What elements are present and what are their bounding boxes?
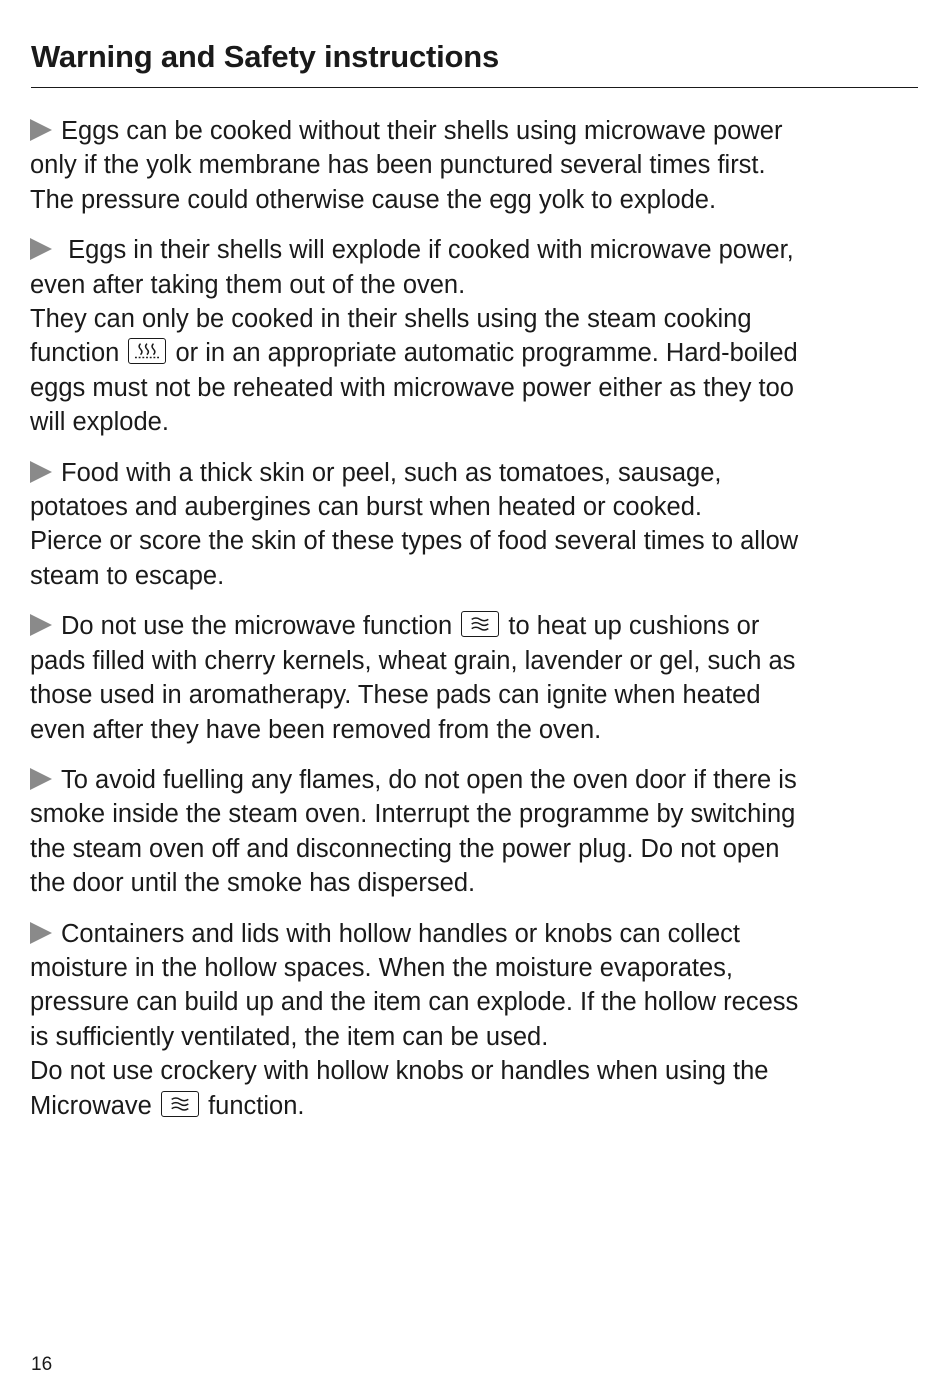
text-line: pressure can build up and the item can explode. If the hollow recess <box>30 988 799 1017</box>
text-line: Food with a thick skin or peel, such as tomatoes, sausage, <box>61 458 722 487</box>
bullet-triangle-icon <box>30 238 52 260</box>
text-line: The pressure could otherwise cause the egg yolk to explode. <box>30 185 717 214</box>
text-line: Containers and lids with hollow handles or knobs can collect <box>61 919 740 948</box>
page-header <box>31 36 918 88</box>
text-line: Pierce or score the skin of these types of food several times to allow <box>30 527 799 556</box>
text-line: eggs must not be reheated with microwave power either as they too <box>30 373 794 402</box>
text-line: or in an appropriate automatic programme. Hard-boiled <box>175 339 798 368</box>
text-line: To avoid fuelling any flames, do not open the oven door if there is <box>61 765 797 794</box>
warning-paragraph-eggs-without-shells <box>30 114 920 217</box>
microwave-icon <box>161 1091 199 1117</box>
text-line: potatoes and aubergines can burst when heated or cooked. <box>30 493 702 522</box>
text-line: to heat up cushions or <box>508 612 760 641</box>
bullet-triangle-icon <box>30 922 52 944</box>
text-line: steam to escape. <box>30 561 225 590</box>
text-line: Do not use the microwave function <box>61 612 453 641</box>
text-line: moisture in the hollow spaces. When the moisture evaporates, <box>30 953 734 982</box>
steam-cooking-icon <box>128 338 166 364</box>
text-line: the steam oven off and disconnecting the power plug. Do not open <box>30 834 780 863</box>
text-line: will explode. <box>30 408 169 437</box>
bullet-triangle-icon <box>30 461 52 483</box>
text-line: only if the yolk membrane has been punctured several times first. <box>30 151 766 180</box>
text-line: Eggs can be cooked without their shells using microwave power <box>61 117 783 145</box>
text-line: function. <box>208 1091 305 1120</box>
warning-paragraph-smoke <box>30 763 920 901</box>
page-content <box>30 114 920 1139</box>
text-line: Microwave <box>30 1091 152 1120</box>
text-line: Do not use crockery with hollow knobs or handles when using the <box>30 1057 769 1086</box>
bullet-triangle-icon <box>30 119 52 141</box>
text-line: even after taking them out of the oven. <box>30 270 466 299</box>
text-line: Eggs in their shells will explode if cooked with microwave power, <box>61 236 794 265</box>
text-line: even after they have been removed from the oven. <box>30 715 602 744</box>
microwave-icon <box>461 611 499 637</box>
page-number: 16 <box>31 1354 53 1375</box>
warning-paragraph-cushions <box>30 609 920 747</box>
text-line: those used in aromatherapy. These pads can ignite when heated <box>30 681 761 710</box>
text-line: smoke inside the steam oven. Interrupt the programme by switching <box>30 800 796 829</box>
text-line: is sufficiently ventilated, the item can be used. <box>30 1022 549 1051</box>
text-line: function <box>30 339 120 368</box>
text-line: the door until the smoke has dispersed. <box>30 869 476 898</box>
page-title: Warning and Safety instructions <box>31 39 500 74</box>
text-line: They can only be cooked in their shells using the steam cooking <box>30 305 752 334</box>
warning-paragraph-hollow-handles <box>30 917 920 1123</box>
bullet-triangle-icon <box>30 768 52 790</box>
warning-paragraph-thick-skin-food <box>30 456 920 594</box>
warning-paragraph-eggs-in-shells <box>30 233 920 439</box>
text-line: pads filled with cherry kernels, wheat grain, lavender or gel, such as <box>30 646 796 675</box>
bullet-triangle-icon <box>30 614 52 636</box>
